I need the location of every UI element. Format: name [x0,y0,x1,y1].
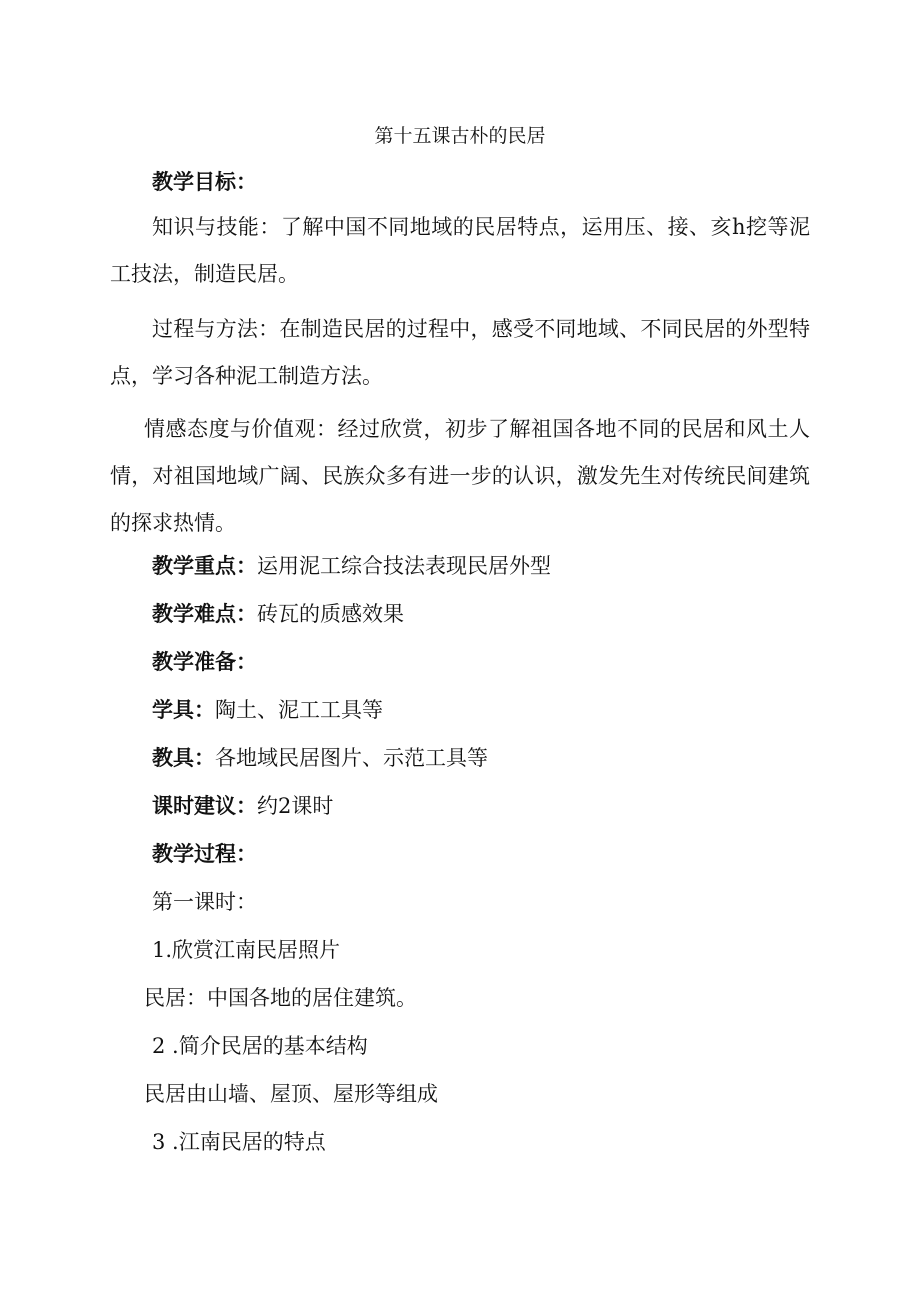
preparation-line [110,648,852,676]
duration-text: 约2课时 [257,794,334,818]
teacher-tools-label: 教具： [152,746,215,770]
step-item: 民居：中国各地的居住建筑。 [144,986,417,1010]
student-tools-text: 陶土、泥工工具等 [215,698,383,722]
step-item: 1.欣赏江南民居照片 [152,938,341,962]
difficulty-label: 教学难点： [152,602,257,626]
key-point-label: 教学重点： [152,554,257,578]
objective-process: 过程与方法：在制造民居的过程中，感受不同地域、不同民居的外型特点，学习各种泥工制造方法。 [110,317,810,388]
objectives-heading [110,168,852,196]
process-heading [110,840,852,868]
lesson-one-heading: 第一课时： [152,890,257,914]
step-item: 民居由山墙、屋顶、屋形等组成 [144,1082,438,1106]
step-item: 2 .简介民居的基本结构 [152,1034,368,1058]
step-item: 3 .江南民居的特点 [152,1130,326,1154]
objectives-heading-text: 教学目标： [152,170,257,194]
key-point-text: 运用泥工综合技法表现民居外型 [257,554,551,578]
student-tools-line [110,696,852,724]
difficulty-line [110,600,852,628]
difficulty-text: 砖瓦的质感效果 [257,602,404,626]
duration-label: 课时建议： [152,794,257,818]
lesson-title: 第十五课古朴的民居 [374,125,546,147]
objective-knowledge: 知识与技能：了解中国不同地域的民居特点，运用压、接、亥h挖等泥工技法，制造民居。 [110,215,810,286]
objective-emotion: 情感态度与价值观：经过欣赏，初步了解祖国各地不同的民居和风土人情，对祖国地域广阔、民族众多有进一步的认识，激发先生对传统民间建筑的探求热情。 [110,417,810,535]
teacher-tools-line [110,744,852,772]
duration-line [110,792,852,820]
process-heading-text: 教学过程： [152,842,257,866]
student-tools-label: 学具： [152,698,215,722]
key-point-line [110,552,852,580]
teacher-tools-text: 各地域民居图片、示范工具等 [215,746,488,770]
preparation-label: 教学准备： [152,650,257,674]
